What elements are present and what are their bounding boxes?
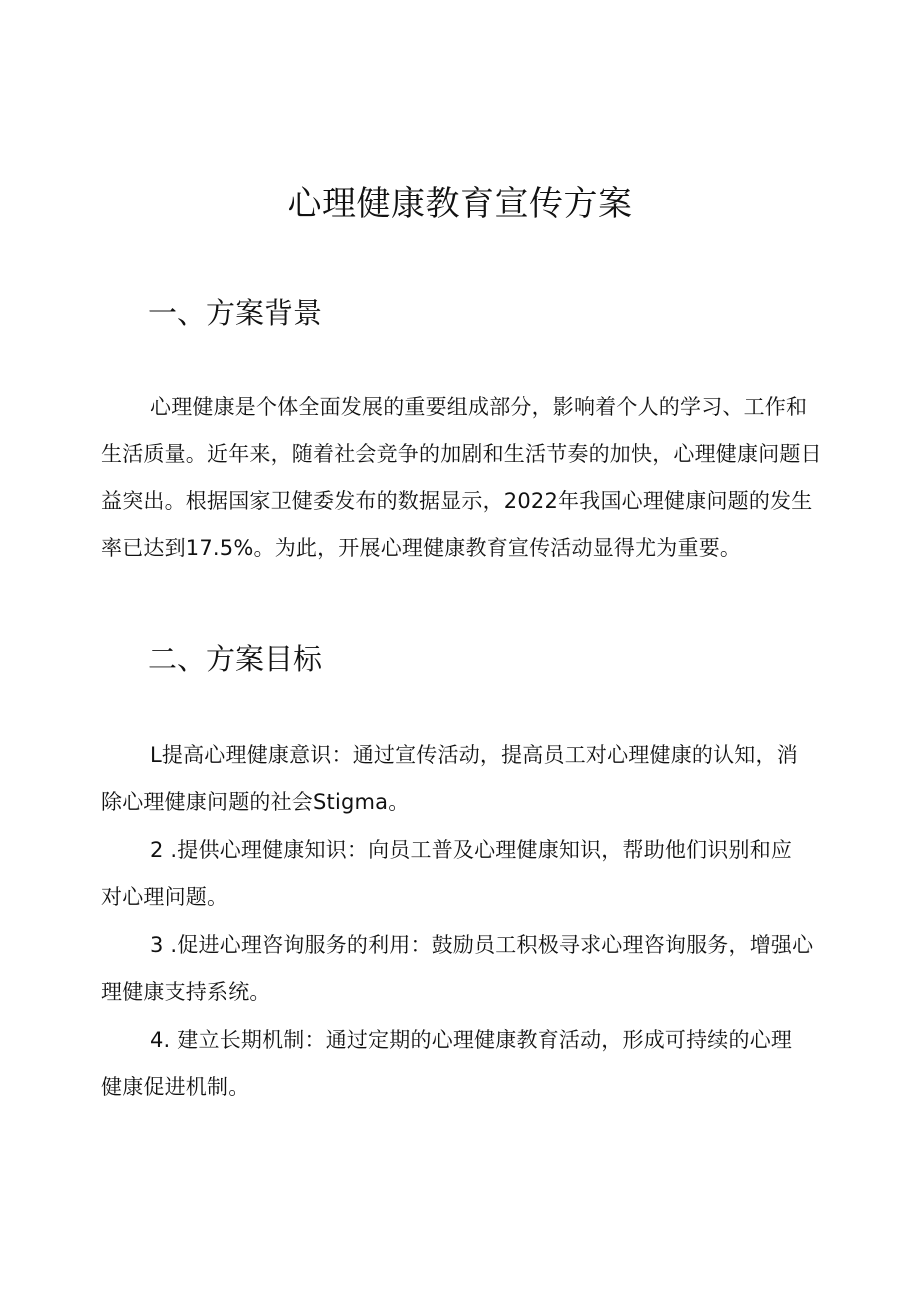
section-heading-goals: 二、方案目标 (148, 642, 323, 676)
goal-3-line-1: 3 .促进心理咨询服务的利用：鼓励员工积极寻求心理咨询服务，增强心 (150, 933, 814, 957)
background-line-4: 率已达到17.5%。为此，开展心理健康教育宣传活动显得尤为重要。 (101, 536, 742, 560)
goal-1-line-2: 除心理健康问题的社会Stigma。 (101, 790, 410, 814)
goal-1-line-1: L提高心理健康意识：通过宣传活动，提高员工对心理健康的认知，消 (150, 743, 798, 767)
section-heading-background: 一、方案背景 (148, 296, 323, 330)
document-title: 心理健康教育宣传方案 (287, 184, 633, 224)
goal-2-line-1: 2 .提供心理健康知识：向员工普及心理健康知识，帮助他们识别和应 (150, 838, 793, 862)
background-line-1: 心理健康是个体全面发展的重要组成部分，影响着个人的学习、工作和 (150, 395, 808, 419)
goal-2-line-2: 对心理问题。 (101, 885, 229, 909)
background-line-3: 益突出。根据国家卫健委发布的数据显示，2022年我国心理健康问题的发生 (101, 489, 813, 513)
goal-item-2 (101, 827, 820, 921)
background-line-2: 生活质量。近年来，随着社会竞争的加剧和生活节奏的加快，心理健康问题日 (101, 442, 822, 466)
goal-item-4 (101, 1017, 820, 1111)
goal-item-3 (101, 922, 820, 1016)
background-paragraph (101, 384, 822, 572)
goal-item-1 (101, 732, 820, 826)
goal-4-line-1: 4. 建立长期机制：通过定期的心理健康教育活动，形成可持续的心理 (150, 1028, 793, 1052)
goal-4-line-2: 健康促进机制。 (101, 1075, 250, 1099)
goal-3-line-2: 理健康支持系统。 (101, 980, 271, 1004)
